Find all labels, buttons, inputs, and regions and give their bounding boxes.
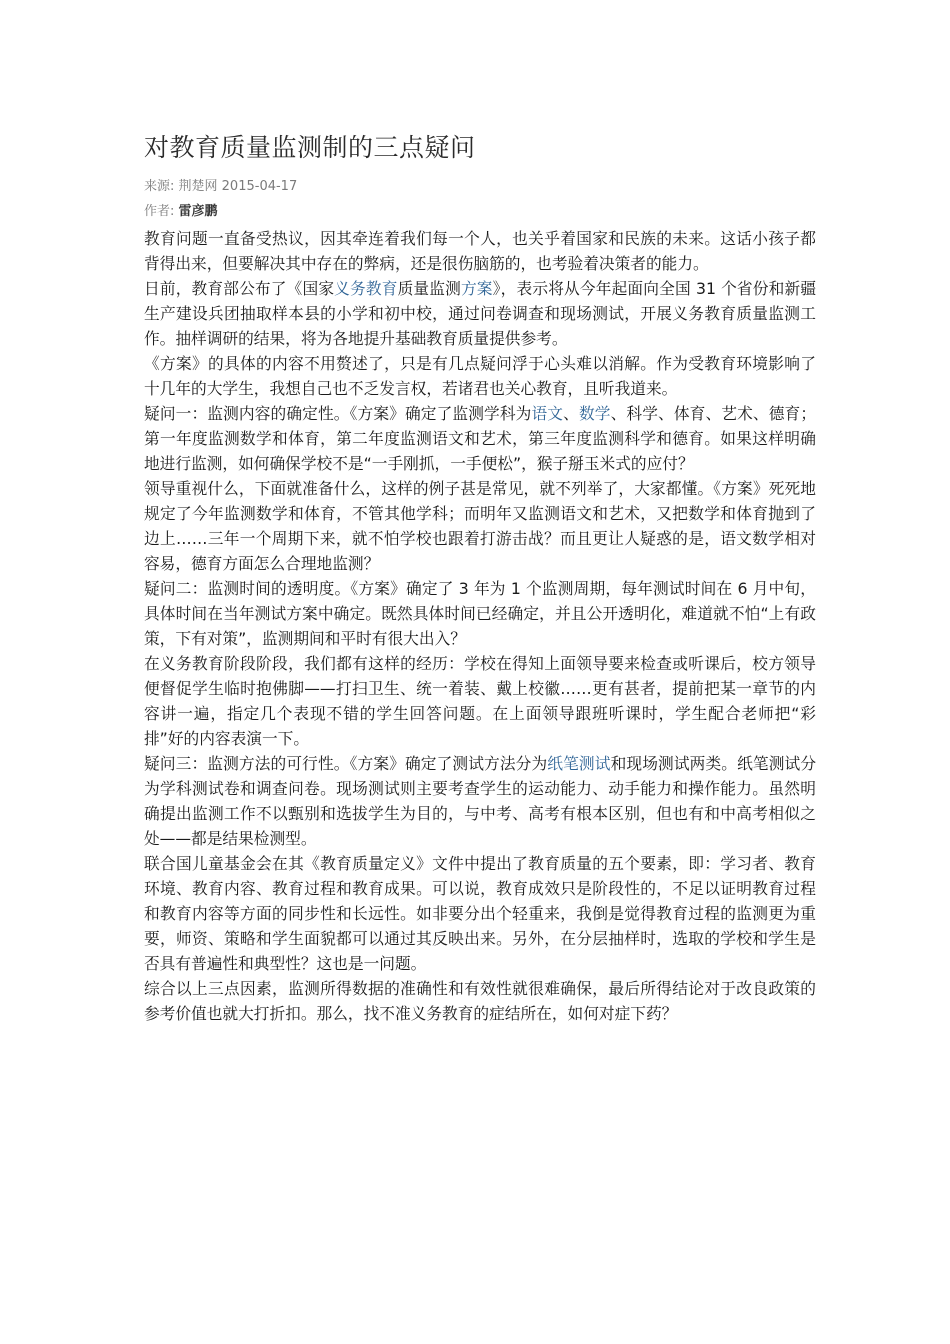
- link-yiwu-jiaoyu[interactable]: 义务教育: [334, 279, 398, 298]
- source-line: [144, 174, 816, 199]
- paragraph-1: 教育问题一直备受热议，因其牵连着我们每一个人，也关乎着国家和民族的未来。这话小孩子都背得出来，但要解决其中存在的弊病，还是很伤脑筋的，也考验着决策者的能力。: [144, 229, 816, 273]
- paragraph-2-part-c: 》，表示将从今年起面向全国 31 个省份和新疆生产建设兵团抽取样本县的小学和初中校，通过问卷调查和现场测试，开展义务教育质量监测工作。抽样调研的结果，将为各地提升基础教育质量提供参考。: [144, 279, 817, 348]
- link-yuwen[interactable]: 语文: [531, 404, 564, 423]
- paragraph-4-part-a: 疑问一：监测内容的确定性。《方案》确定了监测学科为: [144, 404, 532, 423]
- paragraph-8-part-a: 疑问三：监测方法的可行性。《方案》确定了测试方法分为: [144, 754, 548, 773]
- paragraph-3: 《方案》的具体的内容不用赘述了，只是有几点疑问浮于心头难以消解。作为受教育环境影响了十几年的大学生，我想自己也不乏发言权，若诸君也关心教育，且听我道来。: [144, 354, 816, 398]
- paragraph-6: 疑问二：监测时间的透明度。《方案》确定了 3 年为 1 个监测周期，每年测试时间在 6 月中旬，具体时间在当年测试方案中确定。既然具体时间已经确定，并且公开透明化，难道就不怕“上有政策，下有对策”，监测期间和平时有很大出入？: [144, 579, 816, 648]
- link-shuxue[interactable]: 数学: [578, 404, 611, 423]
- paragraph-2-part-a: 日前，教育部公布了《国家: [144, 279, 335, 298]
- paragraph-9: 联合国儿童基金会在其《教育质量定义》文件中提出了教育质量的五个要素，即：学习者、教育环境、教育内容、教育过程和教育成果。可以说，教育成效只是阶段性的，不足以证明教育过程和教育内容等方面的同步性和长远性。如非要分出个轻重来，我倒是觉得教育过程的监测更为重要，师资、策略和学生面貌都可以通过其反映出来。另外，在分层抽样时，选取的学校和学生是否具有普遍性和典型性？这也是一问题。: [144, 854, 816, 973]
- paragraph-5: 领导重视什么，下面就准备什么，这样的例子甚是常见，就不列举了，大家都懂。《方案》死死地规定了今年监测数学和体育，不管其他学科；而明年又监测语文和艺术，又把数学和体育抛到了边上……三年一个周期下来，就不怕学校也跟着打游击战？而且更让人疑惑的是，语文数学相对容易，德育方面怎么合理地监测？: [144, 479, 816, 573]
- paragraph-10: 综合以上三点因素，监测所得数据的准确性和有效性就很难确保，最后所得结论对于改良政策的参考价值也就大打折扣。那么，找不准义务教育的症结所在，如何对症下药？: [144, 979, 816, 1023]
- paragraph-2-part-b: 质量监测: [397, 279, 461, 298]
- link-fangan[interactable]: 方案: [460, 279, 493, 298]
- article-title: 对教育质量监测制的三点疑问: [144, 133, 476, 162]
- paragraph-8: [144, 751, 816, 851]
- article-body: [144, 226, 816, 1026]
- source-label: 来源:: [144, 179, 175, 194]
- author-line: [144, 199, 816, 224]
- source-value: 荆楚网 2015-04-17: [178, 179, 298, 194]
- paragraph-2: [144, 276, 816, 351]
- author-label: 作者:: [144, 204, 175, 219]
- link-bizhi-ceshi[interactable]: 纸笔测试: [547, 754, 611, 773]
- paragraph-4: [144, 401, 816, 476]
- article: [144, 130, 816, 1026]
- paragraph-4-part-c: 、科学、体育、艺术、德育；第一年度监测数学和体育，第二年度监测语文和艺术，第三年度监测科学和德育。如果这样明确地进行监测，如何确保学校不是“一手刚抓，一手便松”，猴子掰玉米式的应付？: [144, 404, 817, 473]
- paragraph-8-part-b: 和现场测试两类。纸笔测试分为学科测试卷和调查问卷。现场测试则主要考查学生的运动能力、动手能力和操作能力。虽然明确提出监测工作不以甄别和选拔学生为目的，与中考、高考有根本区别，但也有和中高考相似之处——都是结果检测型。: [144, 754, 817, 848]
- paragraph-4-part-b: 、: [563, 404, 579, 423]
- paragraph-7: 在义务教育阶段阶段，我们都有这样的经历：学校在得知上面领导要来检查或听课后，校方领导便督促学生临时抱佛脚——打扫卫生、统一着装、戴上校徽……更有甚者，提前把某一章节的内容讲一遍，指定几个表现不错的学生回答问题。在上面领导跟班听课时，学生配合老师把“彩排”好的内容表演一下。: [144, 654, 816, 748]
- author-name: 雷彦鹏: [178, 204, 218, 219]
